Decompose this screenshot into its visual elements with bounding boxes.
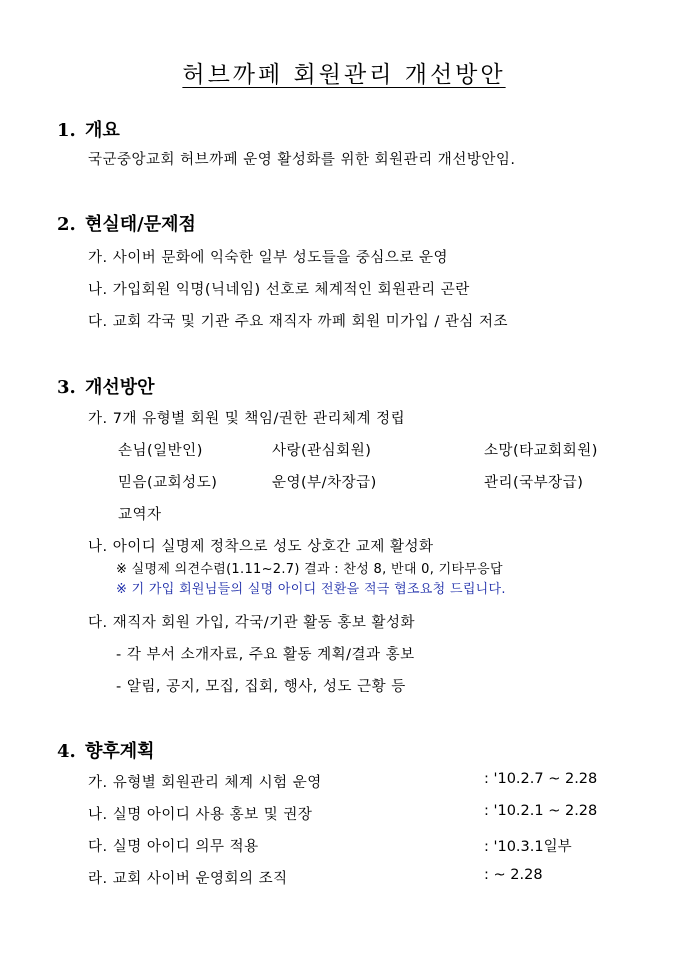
section-2-item: 가. 사이버 문화에 익숙한 일부 성도들을 중심으로 운영 xyxy=(88,250,449,266)
section-3-note-highlight: ※ 기 가입 회원님들의 실명 아이디 전환을 적극 협조요청 드립니다. xyxy=(116,582,506,597)
section-3-number: 3. xyxy=(57,377,76,398)
document-title-text: 허브까페 회원관리 개선방안 xyxy=(182,62,506,88)
plan-item: 가. 유형별 회원관리 체계 시험 운영 xyxy=(88,775,322,791)
plan-item: 라. 교회 사이버 운영회의 조직 xyxy=(88,871,288,887)
section-3-item-a: 가. 7개 유형별 회원 및 책임/권한 관리체계 정립 xyxy=(88,411,406,427)
section-4-heading xyxy=(57,737,155,763)
section-4-title: 향후계획 xyxy=(85,741,155,762)
plan-date: : '10.2.7 ~ 2.28 xyxy=(484,771,598,787)
section-1-number: 1. xyxy=(57,120,76,141)
member-type: 관리(국부장급) xyxy=(484,475,584,491)
section-1-text: 국군중앙교회 허브까페 운영 활성화를 위한 회원관리 개선방안임. xyxy=(88,152,516,168)
section-2-item: 다. 교회 각국 및 기관 주요 재직자 까페 회원 미가입 / 관심 저조 xyxy=(88,314,508,330)
section-3-item-c: 다. 재직자 회원 가입, 각국/기관 활동 홍보 활성화 xyxy=(88,615,415,631)
member-type: 소망(타교회회원) xyxy=(484,443,598,459)
section-3-note: ※ 실명제 의견수렴(1.11~2.7) 결과 : 찬성 8, 반대 0, 기타무응답 xyxy=(116,562,503,577)
section-3-subitem: - 각 부서 소개자료, 주요 활동 계획/결과 홍보 xyxy=(116,647,415,663)
section-4-number: 4. xyxy=(57,741,76,762)
member-type: 교역자 xyxy=(118,507,162,523)
section-3-subitem: - 알림, 공지, 모집, 집회, 행사, 성도 근황 등 xyxy=(116,679,406,695)
section-2-number: 2. xyxy=(57,214,76,235)
plan-date: : '10.2.1 ~ 2.28 xyxy=(484,803,598,819)
section-2-item: 나. 가입회원 익명(닉네임) 선호로 체계적인 회원관리 곤란 xyxy=(88,282,470,298)
section-2-title: 현실태/문제점 xyxy=(85,214,196,235)
member-type: 믿음(교회성도) xyxy=(118,475,218,491)
plan-date: : ~ 2.28 xyxy=(484,867,543,883)
plan-item: 나. 실명 아이디 사용 홍보 및 권장 xyxy=(88,807,313,823)
plan-date: : '10.3.1일부 xyxy=(484,839,572,855)
document-title xyxy=(0,56,688,89)
section-3-item-b: 나. 아이디 실명제 정착으로 성도 상호간 교제 활성화 xyxy=(88,539,434,555)
section-2-heading xyxy=(57,210,196,236)
section-3-heading xyxy=(57,373,155,399)
section-1-heading xyxy=(57,116,120,142)
member-type: 손님(일반인) xyxy=(118,443,203,459)
section-3-title: 개선방안 xyxy=(85,377,155,398)
section-1-title: 개요 xyxy=(85,120,120,141)
member-type: 운영(부/차장급) xyxy=(272,475,377,491)
plan-item: 다. 실명 아이디 의무 적용 xyxy=(88,839,259,855)
member-type: 사랑(관심회원) xyxy=(272,443,372,459)
